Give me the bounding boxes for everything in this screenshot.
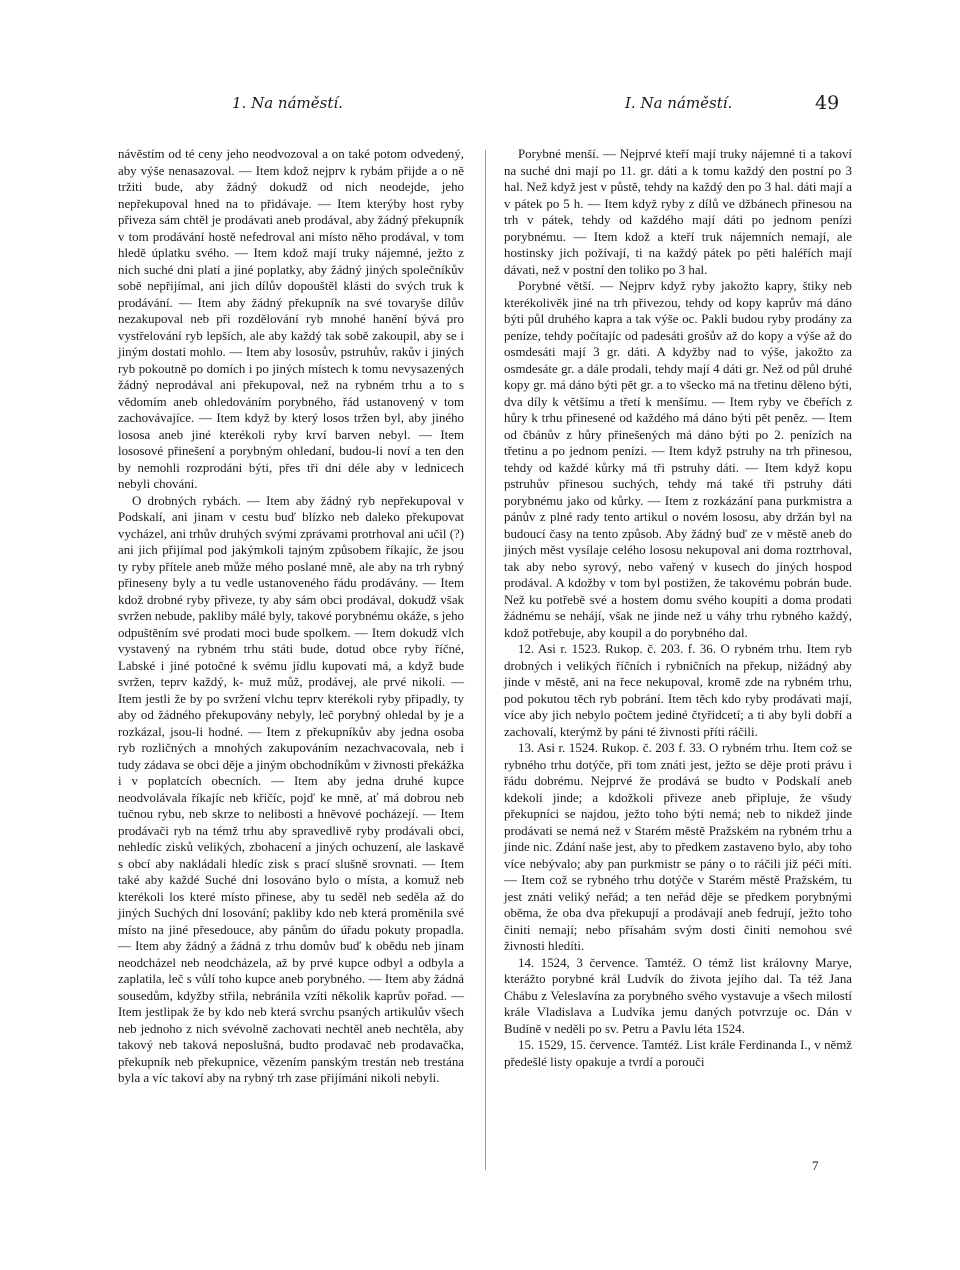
left-paragraph: O drobných rybách. — Item aby žádný ryb nepřekupoval v Podskalí, ani jinam v cestu buď blízko neb daleko překupovat vycházel, ani trhův druhých svými zprávami protrhoval ani učil (?) ani jich přijímal pod jakýmkoli tajným způsobem říkajíc, že jsou ty ryby přítele aneb může mého poslané mně, ale aby na trh rybný přineseny byly a tu vedle ustanoveného řádu prodávány. — Item kdož drobné ryby přiveze, ty aby sám obci prodával, dokudž však svržen nebude, pakliby málé byly, takové porybnému okáže, s jeho odpuštěním své prodati moci bude spolkem. — Item dokudž vlch vystavený na rybném trhu státi bude, dotud obce ryby říčné, Labské i jiné potočné k svému jídlu kupovati má, a když bude svržen, teprv každý, k- muž můž, prodávej, ale prvé nikoli. — Item jestli že by po svržení vlchu teprv kterékoli ryby připadly, ty aby od žádného překupovány nebyly, leč porybný ohledal by je a rozkázal, jsou-li hodné. — Item z překupníkův aby jedna osoba ryb rozličných a mnohých zakupováním nezachvacovala, neb i tudy zádava se obci děje a jiným obchodníkům v živnosti překážka i v poplatcích obecních. — Item aby jedna druhé kupce neodvolávala říkajíc neb křičíc, pojď ke mně, ať má dobrou neb tučnou rybu, neb skrze to nelibosti a hněvové pocházejí. — Item prodávači ryb na témž trhu aby spravedlivě ryby prodávali obci, nehledíc zisků velikých, zbohacení a jiných ochuzení, ale laskavě s obcí aby nakládali hledíc zisk s prací slušně srovnati. — Item také aby každé Suché dni losováno bylo o místa, a komuž neb kterékoli los které místo přinese, aby tu seděl neb seděla až do jiných Suchých dní losování; pakliby kdo neb která proměnila své místo na jiné přesedouce, aby pánům do úřadu pokuty propadla. — Item aby žádný a žádná z trhu domův buď k obědu neb jinam neodcházel neb neodcházela, až by prvé kupce odbyl a odbyla a zaplatila, leč s vůlí toho kupce aneb porybného. — Item aby žádná sousedům, kdyžby střila, nebránila vzíti několik kaprův pořad. — Item jestlipak že by kdo neb která svrchu psaných artikulův všech neb jednoho z nich svévolně zachovati nechtěl aneb nechtěla, aby takový neb taková neposlušná, budto prodavač neb prodavačka, překupník neb překupnice, vězením panským trestán neb trestána byla a víc takoví aby na rybný trh zase přijímáni nikoli nebyli.	[118, 493, 464, 1085]
left-paragraph: návěstím od té ceny jeho neodvozoval a on také potom odvedený, aby výše nenasazoval. — Item kdož nejprv k rybám přijde a o ně tržiti bude, aby žádný dokudž od nich neodejde, jeho nepřekupoval hned na to přidávaje. — Item kterýby host ryby přiveza sám chtěl je prodávati aneb prodával, aby žádný překupník v tom prodávání hostě nefedroval ani místo něho prodával, v tom hledě úplatku svého. — Item kdož mají truky nájemné, ježto z nich suché dni platí a jiné poplatky, aby žádný jiných společníkův sobě nepřijímal, ani jich dílův dopouštěl klásti do svých truk k prodávání. — Item aby žádný překupník na své tovaryše dílův nezakupoval neb při rozdělování ryb mnohé hanění bývá pro vystřelování ryb lepších, ale aby každý tak sobě zakoupil, aby se i jiným dostati mohlo. — Item aby lososův, pstruhův, rakův i jiných ryb pokoutně po domích i po jiných místech k tomu nevysazených žádný neprodával ani překupoval, než na rybném trhu a to s vědomím aneb ohledováním porybného, řád ustanovený v tom zachovávajíce. — Item když by který losos tržen byl, aby jiného lososa aneb jiné kterékoli ryby krví barven nebyl. — Item lososové přinešení a porybným ohledaní, budou-li noví a ten den by nemohli rozprodáni býti, přes tři dni déle aby v lednicech nebyli chováni.	[118, 147, 464, 491]
left-text-column	[118, 146, 464, 1087]
right-paragraph: 13. Asi r. 1524. Rukop. č. 203 f. 33. O rybném trhu. Item což se rybného trhu dotýče, při tom znáti jest, ježto se děje proti právu i řádu dobrému. Nejprvé že prodává se budto v Podskalí aneb kdekoli jinde; a kdožkoli přiveze aneb připluje, že všudy překupníci se najdou, ježto toho býti nemá; neb to nikdež jinde prodávati se nemá než v Starém městě Pražském na rybném trhu a jinde nic. Zdání naše jest, aby to předkem zastaveno bylo, aby toho více nebývalo; aby pan purkmistr se pány o to ráčili již péči míti. — Item což se rybného trhu dotýče v Starém městě Pražském, tu jest znáti veliký neřád; a ten neřád děje se předkem porybnými oběma, že oba dva překupují a prodávají aneb fedrují, ježto toho činiti nemají; nebo přísahám svým dosti činiti nemohou své živnosti hledíti.	[504, 741, 852, 953]
right-paragraph: 15. 1529, 15. července. Tamtéž. List krále Ferdinanda I., v němž předešlé listy opakuje a tvrdí a porouči	[504, 1038, 852, 1069]
column-divider	[485, 150, 486, 1170]
running-header	[0, 94, 960, 124]
right-paragraph: Porybné větší. — Nejprv když ryby jakožto kapry, štiky neb kterékolivěk jiné na trh přivezou, tehdy od kopy kaprův má dáno býti půl druhého kapra a tak výše oc. Pakli budou ryby prodány za peníze, tehdy počítajíc od padesáti grošův až do kopy a výše až do osmdesáti mají 3 gr. dáti. A kdyžby nad to výše, jakožto za osmdesáte gr. a dále prodali, tehdy mají 4 dáti gr. Než od půl druhé kopy gr. má dáno býti pět gr. a to všecko má na třetinu děleno býti, dva díly k většímu a třetí k menšímu. — Item ryby ve čbeřích z hůry k trhu přinesené od každého má dáno býti pět peněz. — Item od čbánův z hůry přinešených má dáno býti po 2. penízích na třetinu a po jednom penízi. — Item když pstruhy na trh přinesou, tehdy od každé kůrky má tři pstruhy dáti. — Item když kopu pstruhův přinesou suchých, tehdy má také tři pstruhy dáti porybnému jako od kůrky. — Item z rozkázání pana purkmistra a pánův z plné rady tento artikul o novém lososu, aby držán byl na budoucí časy na tento způsob. Aby žádný buď ze v městě aneb do jiných měst vysílaje celého lososu nekupoval ani doma roztrhoval, tak aby nebo syrový, nebo vařený v kusech do jiných hospod prodával. A kdožby v tom byl postižen, že takovému pobrán bude. Než ku potřebě své a hostem domu svého koupiti a doma prodati žádnému se nehájí, však ne jinde než u váhy trhu rybného každý, kdož potřebuje, aby koupil a do porybného dal.	[504, 279, 852, 640]
right-paragraph: Porybné menší. — Nejprvé kteří mají truky nájemné ti a takoví na suché dni mají po 11. gr. dáti a k tomu každý den postní po 3 hal. Než když jest v půstě, tehdy na každý den po 3 hal. dáti mají a v pátek po 5 h. — Item když ryby z dílů ve džbánech přinesou na trh v pátek, tehdy od každého mají dáti po jednom penízi porybnému. — Item kdož a kteří truk nájemních nemají, ale hostinsky jich požívají, ti na každý pátek po pěti haléřích mají dávati, než v postní den toliko po 3 hal.	[504, 147, 852, 277]
left-running-title: 1. Na náměstí.	[232, 94, 343, 112]
right-paragraph: 14. 1524, 3 července. Tamtéž. O témž list královny Marye, kterážto porybné král Ludvík do života jejího dal. Ta též Jana Chábu z Veleslavína za porybného svého vystavuje a všech milostí krále Vladislava a Ludvíka jemu daných potvrzuje oc. Dán v Budíně v neděli po sv. Petru a Pavlu léta 1524.	[504, 955, 852, 1036]
signature-mark: 7	[812, 1158, 819, 1173]
page-number: 49	[815, 92, 840, 114]
right-running-title: I. Na náměstí.	[625, 94, 733, 112]
right-text-column	[504, 146, 852, 1070]
right-paragraph: 12. Asi r. 1523. Rukop. č. 203. f. 36. O rybném trhu. Item ryb drobných i velikých říčních i rybničních na překup, nižádný aby jinde v městě, ani na řece nekupoval, kromě zde na rybném trhu, pod pokutou těch ryb pobrání. Item těch kdo ryby prodávati mají, více aby jich nebylo počtem jediné čtyřidcetí; a ti aby byli dobří a zachovalí, kterýmž by páni té živnosti příti ráčili.	[504, 642, 852, 739]
